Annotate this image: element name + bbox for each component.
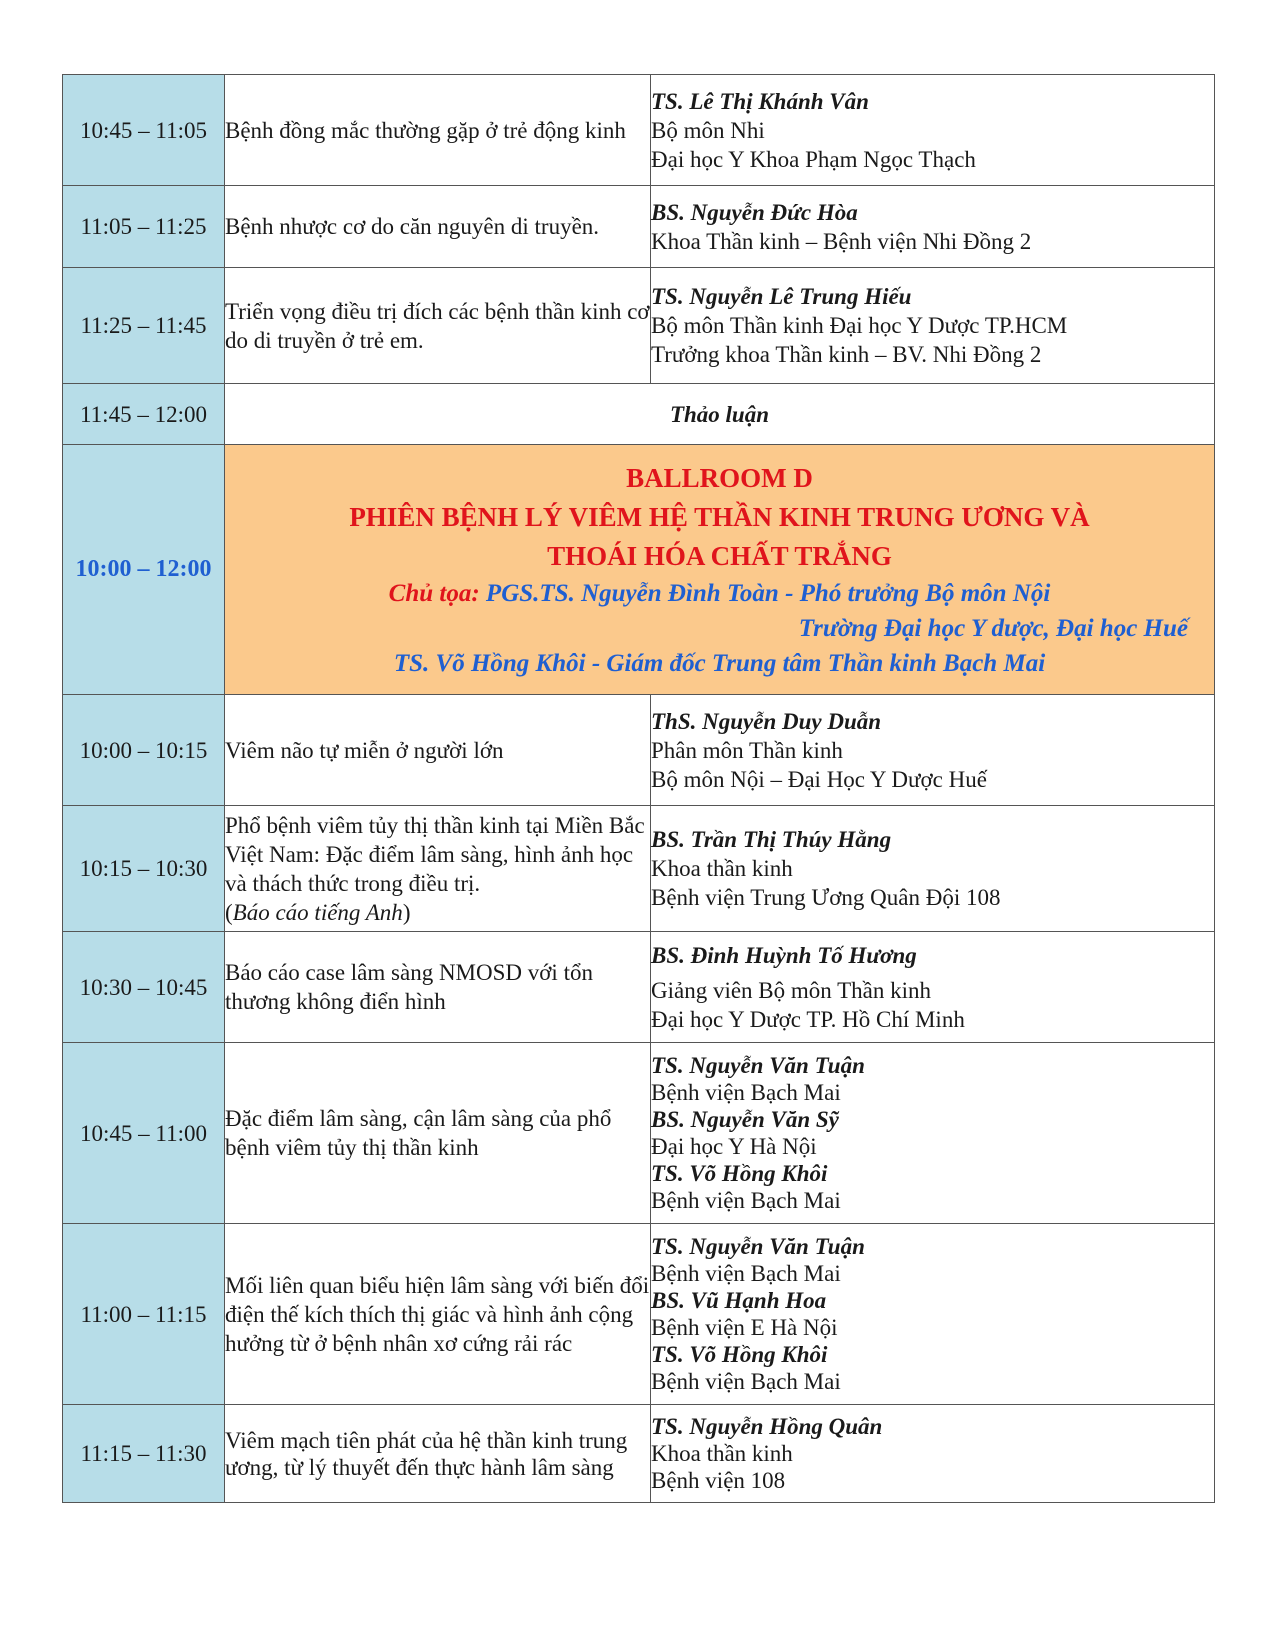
time-cell: 11:05 – 11:25 [63,186,225,268]
speaker-affiliation: Đại học Y Hà Nội [651,1134,817,1159]
speaker-cell [651,1043,1215,1224]
speaker-affiliation: Đại học Y Dược TP. Hồ Chí Minh [651,1006,965,1032]
speaker-cell [651,932,1215,1043]
table-row [63,1224,1215,1405]
table-row [63,75,1215,186]
time-cell: 10:15 – 10:30 [63,806,225,932]
paren-open: ( [225,899,233,925]
chair-name: TS. Võ Hồng Khôi - Giám đốc Trung tâm Thần kinh Bạch Mai [393,649,1046,677]
speaker-affiliation: Bệnh viện E Hà Nội [651,1315,838,1340]
time-cell: 10:00 – 10:15 [63,695,225,806]
speaker-cell [651,806,1215,932]
speaker-name: TS. Nguyễn Văn Tuận [651,1053,865,1078]
speaker-name: TS. Võ Hồng Khôi [651,1161,828,1186]
session-header [225,445,1215,695]
time-cell: 11:00 – 11:15 [63,1224,225,1405]
table-row [63,806,1215,932]
speaker-affiliation: Khoa thần kinh [651,856,793,881]
chair-label: Chủ tọa: [388,579,480,607]
topic-cell: Báo cáo case lâm sàng NMOSD với tổn thương không điển hình [225,932,651,1043]
time-cell: 10:30 – 10:45 [63,932,225,1043]
speaker-cell [651,1405,1215,1503]
chair-name: PGS.TS. Nguyễn Đình Toàn - Phó trưởng Bộ môn Nội [485,579,1051,607]
speaker-affiliation: Bệnh viện Bạch Mai [651,1261,841,1286]
table-row [63,384,1215,445]
topic-cell: Mối liên quan biểu hiện lâm sàng với biến đổi điện thế kích thích thị giác và hình ảnh cộng hưởng từ ở bệnh nhân xơ cứng rải rác [225,1224,651,1405]
speaker-cell [651,1224,1215,1405]
table-row [63,268,1215,384]
session-title: THOÁI HÓA CHẤT TRẮNG [547,540,892,571]
schedule-table [62,74,1215,1503]
discussion-cell: Thảo luận [225,384,1215,445]
topic-text: Phổ bệnh viêm tủy thị thần kinh tại Miền Bắc Việt Nam: Đặc điểm lâm sàng, hình ảnh học và thách thức trong điều trị. [225,812,645,896]
speaker-affiliation: Bệnh viện Trung Ương Quân Đội 108 [651,885,1001,910]
speaker-name: BS. Nguyễn Đức Hòa [651,199,858,225]
topic-cell: Bệnh nhược cơ do căn nguyên di truyền. [225,186,651,268]
time-cell: 11:25 – 11:45 [63,268,225,384]
speaker-affiliation: Bệnh viện Bạch Mai [651,1188,841,1213]
topic-cell: Viêm não tự miễn ở người lớn [225,695,651,806]
topic-note-text: Báo cáo tiếng Anh [232,899,403,925]
chair-line [225,576,1214,611]
speaker-affiliation: Đại học Y Khoa Phạm Ngọc Thạch [651,146,976,172]
time-cell: 10:45 – 11:05 [63,75,225,186]
speaker-affiliation: Bệnh viện 108 [651,1468,786,1493]
topic-note [225,898,650,927]
speaker-cell [651,268,1215,384]
paren-close: ) [402,899,411,925]
speaker-name: BS. Vũ Hạnh Hoa [651,1288,827,1313]
speaker-affiliation: Giảng viên Bộ môn Thần kinh [651,977,932,1003]
table-row [63,1043,1215,1224]
speaker-affiliation: Bộ môn Nội – Đại Học Y Dược Huế [651,766,987,792]
speaker-affiliation: Trưởng khoa Thần kinh – BV. Nhi Đồng 2 [651,342,1042,367]
topic-cell: Triển vọng điều trị đích các bệnh thần kinh cơ do di truyền ở trẻ em. [225,268,651,384]
speaker-affiliation: Khoa thần kinh [651,1441,793,1466]
speaker-cell [651,186,1215,268]
chair-affiliation: Trường Đại học Y dược, Đại học Huế [798,614,1188,642]
speaker-cell [651,75,1215,186]
speaker-name: TS. Lê Thị Khánh Vân [651,88,869,114]
topic-cell: Bệnh đồng mắc thường gặp ở trẻ động kinh [225,75,651,186]
speaker-name: BS. Đinh Huỳnh Tố Hương [651,942,917,968]
topic-cell [225,806,651,932]
speaker-cell [651,695,1215,806]
speaker-affiliation: Bệnh viện Bạch Mai [651,1369,841,1394]
table-row [63,695,1215,806]
time-cell: 10:45 – 11:00 [63,1043,225,1224]
speaker-affiliation: Bệnh viện Bạch Mai [651,1080,841,1105]
time-cell: 11:45 – 12:00 [63,384,225,445]
speaker-name: TS. Nguyễn Lê Trung Hiếu [651,284,912,309]
speaker-affiliation: Khoa Thần kinh – Bệnh viện Nhi Đồng 2 [651,228,1032,254]
session-time: 10:00 – 12:00 [63,445,225,695]
speaker-name: ThS. Nguyễn Duy Duẫn [651,708,882,734]
speaker-affiliation: Phân môn Thần kinh [651,737,843,763]
table-row [63,932,1215,1043]
room-name: BALLROOM D [626,462,813,493]
speaker-name: TS. Nguyễn Hồng Quân [651,1414,883,1439]
table-row [63,186,1215,268]
speaker-name: BS. Trần Thị Thúy Hằng [651,827,892,852]
topic-cell: Viêm mạch tiên phát của hệ thần kinh trung ương, từ lý thuyết đến thực hành lâm sàng [225,1405,651,1503]
speaker-name: TS. Võ Hồng Khôi [651,1342,828,1367]
speaker-affiliation: Bộ môn Thần kinh Đại học Y Dược TP.HCM [651,313,1068,338]
speaker-name: TS. Nguyễn Văn Tuận [651,1234,865,1259]
speaker-name: BS. Nguyễn Văn Sỹ [651,1107,839,1132]
time-cell: 11:15 – 11:30 [63,1405,225,1503]
topic-cell: Đặc điểm lâm sàng, cận lâm sàng của phổ bệnh viêm tủy thị thần kinh [225,1043,651,1224]
session-title: PHIÊN BỆNH LÝ VIÊM HỆ THẦN KINH TRUNG ƯƠNG VÀ [349,501,1090,532]
speaker-affiliation: Bộ môn Nhi [651,117,765,143]
table-row [63,1405,1215,1503]
session-header-row [63,445,1215,695]
